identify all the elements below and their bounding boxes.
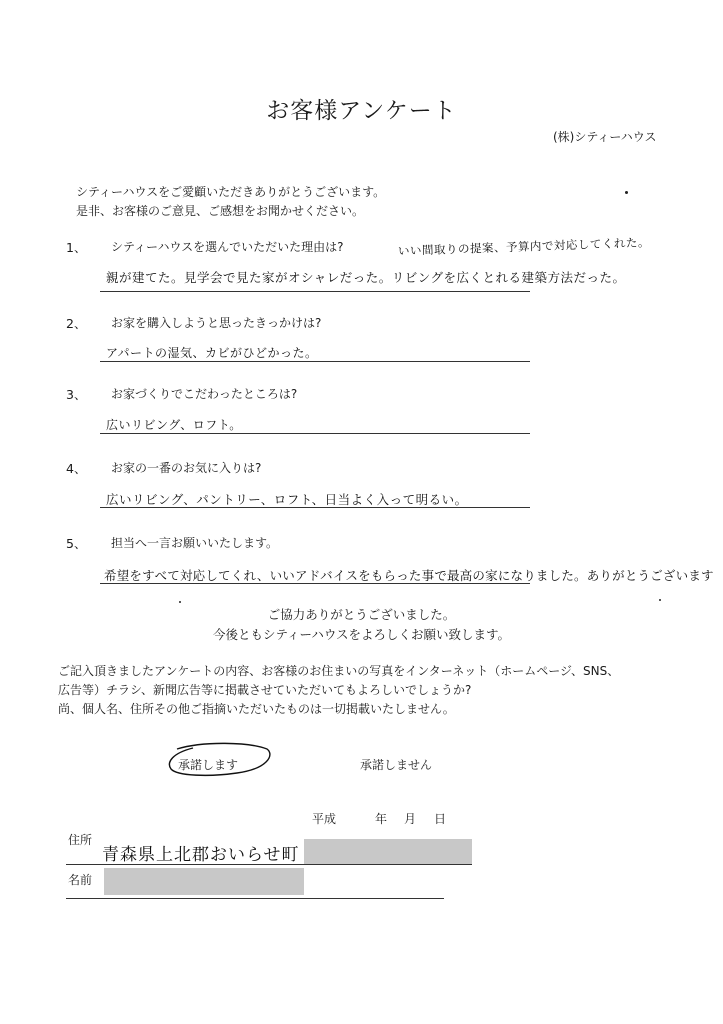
agree-option[interactable]: 承諾します [178,758,239,772]
question-5-text: 担当へ一言お願いいたします。 [111,536,279,550]
question-4-answer-line [100,507,530,508]
name-line [66,898,444,899]
name-label: 名前 [68,873,93,887]
thanks-line-1: ご協力ありがとうございました。 [267,607,456,622]
question-3-text: お家づくりでこだわったところは? [111,387,298,401]
date-era: 平成 [312,812,337,826]
intro-line-1: シティーハウスをご愛顧いただきありがとうございます。 [76,185,386,199]
question-2-answer-line [100,361,530,362]
date-month[interactable]: 月 [404,812,417,826]
address-line [66,864,472,865]
question-2-answer[interactable]: アパートの湿気、カビがひどかった。 [106,346,318,360]
stray-mark [625,191,628,194]
address-redaction [304,839,472,864]
question-3-number: 3、 [66,387,87,402]
consent-line-1: ご記入頂きましたアンケートの内容、お客様のお住まいの写真をインターネット（ホームページ、SNS、 [58,664,620,678]
stray-mark [659,599,661,601]
question-4-number: 4、 [66,461,87,476]
company-name: (株)シティーハウス [553,130,657,144]
consent-line-3: 尚、個人名、住所その他ご指摘いただいたものは一切掲載いたしません。 [58,702,455,716]
address-label: 住所 [68,833,93,847]
name-redaction [104,868,304,895]
stray-mark [179,601,181,603]
page-title: お客様アンケート [266,98,457,124]
date-day[interactable]: 日 [434,812,447,826]
question-1-answer[interactable]: 親が建てた。見学会で見た家がオシャレだった。リビングを広くとれる建築方法だった。 [106,270,626,285]
disagree-option[interactable]: 承諾しません [360,758,433,772]
question-3-answer[interactable]: 広いリビング、ロフト。 [106,418,242,432]
intro-line-2: 是非、お客様のご意見、ご感想をお聞かせください。 [76,204,365,218]
date-year[interactable]: 年 [375,812,388,826]
question-5-answer[interactable]: 希望をすべて対応してくれ、いいアドバイスをもらった事で最高の家になりました。ありがとうございます [104,568,714,583]
thanks-line-2: 今後ともシティーハウスをよろしくお願い致します。 [212,627,510,642]
question-3-answer-line [100,433,530,434]
question-4-answer[interactable]: 広いリビング、パントリー、ロフト、日当よく入って明るい。 [106,492,468,507]
question-4-text: お家の一番のお気に入りは? [111,461,262,475]
question-1-number: 1、 [66,240,87,255]
address-value[interactable]: 青森県上北郡おいらせ町 [102,845,300,865]
question-2-text: お家を購入しようと思ったきっかけは? [111,316,322,330]
question-5-answer-line [100,583,530,584]
question-1-text: シティーハウスを選んでいただいた理由は? [111,240,344,254]
question-5-number: 5、 [66,536,87,551]
question-1-answer-line [100,291,530,292]
question-1-answer-extra: いい間取りの提案、予算内で対応してくれた。 [397,235,651,258]
question-2-number: 2、 [66,316,87,331]
consent-line-2: 広告等）チラシ、新聞広告等に掲載させていただいてもよろしいでしょうか? [58,683,472,697]
